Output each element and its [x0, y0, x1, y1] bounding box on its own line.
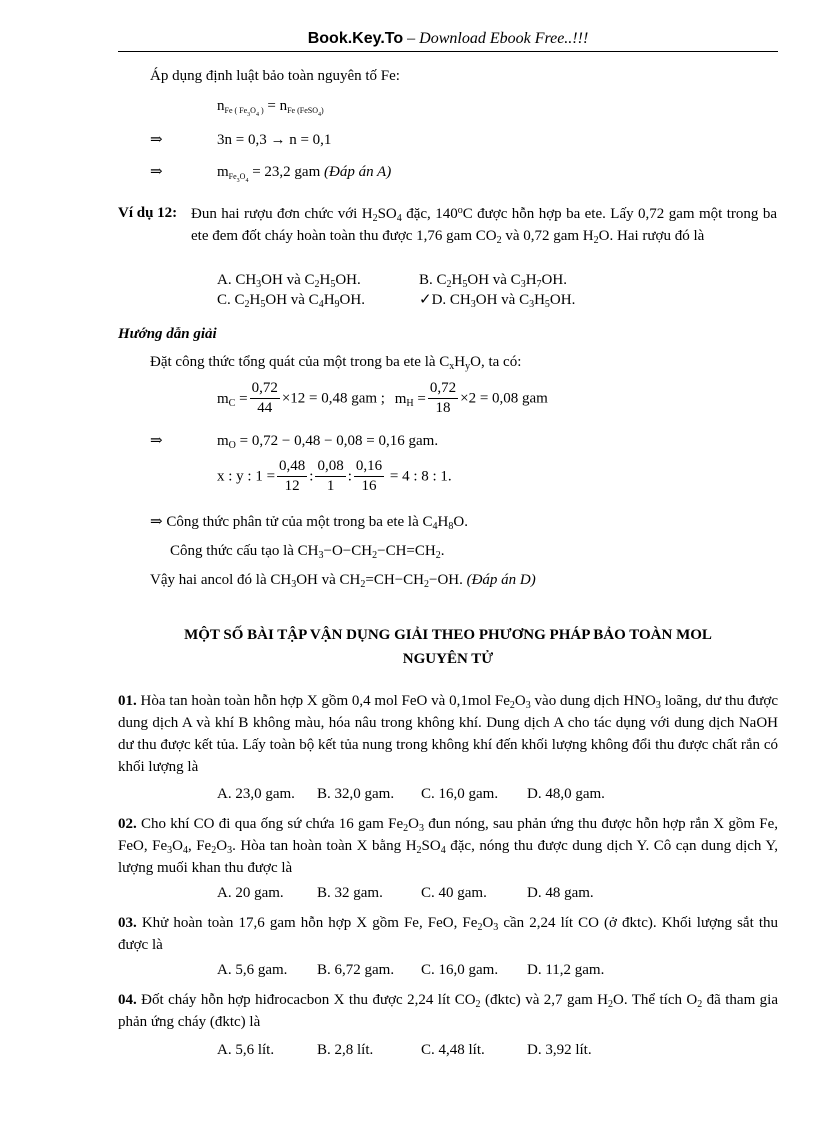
- equation-mc-mh: $m_C$ = $\frac{0,72}{44}$ ×12 = 0,48 gam ; $m_H$ = $\frac{0,72}{18}$ ×2 = 0,08 gam: [217, 380, 548, 416]
- exercise-02-option-b: B. 32 gam.: [317, 885, 383, 901]
- implies-arrow-1: ⇒: [150, 132, 163, 148]
- example-12-option-a: A. $CH_3OH$ và $C_2H_5OH$.: [217, 272, 361, 290]
- exercise-01-question: 01. Hòa tan hoàn toàn hỗn hợp X gồm 0,4 mol FeO và 0,1mol $Fe_2O_3$ vào dung dịch $HNO_3$ loãng, dư thu được dung dịch A và khí B không màu, hóa nâu trong không khí. Dung dịch A cho tác dụng với dung dịch NaOH dư thu được kết tủa. Lấy toàn bộ kết tủa nung trong không khí đến khối lượng không đổi thu được chất rắn có khối lượng là: [118, 693, 779, 775]
- equation-ratio: x : y : 1 = $\frac{0,48}{12}$ : $\frac{0,08}{1}$ : $\frac{0,16}{16}$ = 4 : 8 : 1.: [217, 458, 452, 494]
- page-header: [118, 30, 778, 52]
- fraction-mc: $\frac{0,72}{44}$: [251, 380, 278, 416]
- exercise-01-option-c: C. 16,0 gam.: [421, 786, 499, 802]
- implies-arrow-3: ⇒: [150, 433, 163, 449]
- exercise-01-option-b: B. 32,0 gam.: [317, 786, 395, 802]
- exercise-01-option-d: D. 48,0 gam.: [527, 786, 605, 802]
- exercise-04-option-b: B. 2,8 lít.: [317, 1042, 374, 1058]
- answer-d: (Đáp án D): [466, 572, 536, 588]
- molecular-formula: ⇒ Công thức phân tử của một trong ba ete là $C_4H_8O$.: [150, 514, 468, 532]
- header-brand: Book.Key.To: [307, 30, 404, 47]
- exercise-03-option-c: C. 16,0 gam.: [421, 962, 499, 978]
- exercise-04-option-a: A. 5,6 lít.: [217, 1042, 275, 1058]
- equation-mass-fe3o4: $m_{Fe_3O_4} = 23,2$ gam (Đáp án A): [217, 164, 392, 184]
- structural-formula: Công thức cấu tạo là $CH_3-O-CH_2-CH=CH_2$.: [170, 543, 445, 561]
- equation-n-value: 3n = 0,3 → n = 0,1: [217, 132, 332, 148]
- exercise-04-option-c: C. 4,48 lít.: [421, 1042, 485, 1058]
- exercise-02-option-c: C. 40 gam.: [421, 885, 487, 901]
- exercise-04-options: [217, 1040, 592, 1060]
- example-12-option-d: ✓D. $CH_3OH$ và $C_3H_5OH$.: [419, 292, 576, 310]
- example-12-option-c: C. $C_2H_5OH$ và $C_4H_9OH$.: [217, 292, 365, 310]
- solution-heading: Hướng dẫn giải: [118, 326, 217, 342]
- exercise-03-option-a: A. 5,6 gam.: [217, 962, 288, 978]
- header-tagline: – Download Ebook Free..!!!: [403, 30, 589, 47]
- conclusion: Vậy hai ancol đó là $CH_3OH$ và $CH_2=CH-CH_2-OH$. (Đáp án D): [150, 572, 536, 590]
- exercise-04-question: 04. Đốt cháy hỗn hợp hiđrocacbon X thu được 2,24 lít $CO_2$ (đktc) và 2,7 gam $H_2O$. Thể tích $O_2$ đã tham gia phản ứng cháy (đktc) là: [118, 992, 778, 1030]
- equation-fe-balance: $n_{Fe ( Fe_3O_4 )} = n_{Fe (FeSO_4)}$: [217, 98, 324, 118]
- exercise-03-options: [217, 960, 604, 980]
- section-title-line-1: MỘT SỐ BÀI TẬP VẬN DỤNG GIẢI THEO PHƯƠNG PHÁP BẢO TOÀN MOL: [184, 627, 712, 643]
- mass-value: = 23,2 gam: [248, 164, 324, 180]
- example-12-label: Ví dụ 12:: [118, 205, 178, 221]
- equation-mo: $m_O = 0,72 - 0,48 - 0,08 = 0,16$ gam.: [217, 433, 439, 451]
- exercise-03-option-d: D. 11,2 gam.: [527, 962, 605, 978]
- answer-a: (Đáp án A): [324, 164, 392, 180]
- implies-arrow-2: ⇒: [150, 164, 163, 180]
- exercise-03-option-b: B. 6,72 gam.: [317, 962, 395, 978]
- exercise-01-option-a: A. 23,0 gam.: [217, 786, 295, 802]
- exercise-02-option-a: A. 20 gam.: [217, 885, 284, 901]
- law-statement: Áp dụng định luật bảo toàn nguyên tố Fe:: [150, 68, 400, 84]
- exercise-02-options: [217, 883, 594, 903]
- fraction-mh: $\frac{0,72}{18}$: [429, 380, 457, 416]
- exercise-01-options: [217, 784, 605, 804]
- example-12-option-b: B. $C_2H_5OH$ và $C_3H_7OH$.: [419, 272, 567, 290]
- exercise-03-question: 03. Khử hoàn toàn 17,6 gam hỗn hợp X gồm Fe, FeO, $Fe_2O_3$ cần 2,24 lít CO (ở đktc). Khối lượng sắt thu được là: [118, 915, 778, 953]
- exercise-04-option-d: D. 3,92 lít.: [527, 1042, 592, 1058]
- check-icon: ✓: [419, 292, 432, 308]
- exercise-02-question: 02. Cho khí CO đi qua ống sứ chứa 16 gam $Fe_2O_3$ đun nóng, sau phản ứng thu được hỗn hợp rắn X gồm Fe, FeO, $Fe_3O_4$, $Fe_2O_3$. Hòa tan hoàn toàn X bằng $H_2SO_4$ đặc, nóng thu được dung dịch Y. Cô cạn dung dịch Y, lượng muối khan thu được là: [118, 816, 779, 876]
- exercise-02-option-d: D. 48 gam.: [527, 885, 594, 901]
- section-title-line-2: NGUYÊN TỬ: [402, 651, 494, 667]
- general-formula: Đặt công thức tổng quát của một trong ba ete là $C_xH_yO$, ta có:: [150, 354, 522, 372]
- example-12-question: Đun hai rượu đơn chức với $H_2SO_4$ đặc, 140$^o$C được hỗn hợp ba ete. Lấy 0,72 gam một trong ba ete đem đốt cháy hoàn toàn thu được 1,76 gam $CO_2$ và 0,72 gam $H_2O$. Hai rượu đó là: [191, 205, 777, 246]
